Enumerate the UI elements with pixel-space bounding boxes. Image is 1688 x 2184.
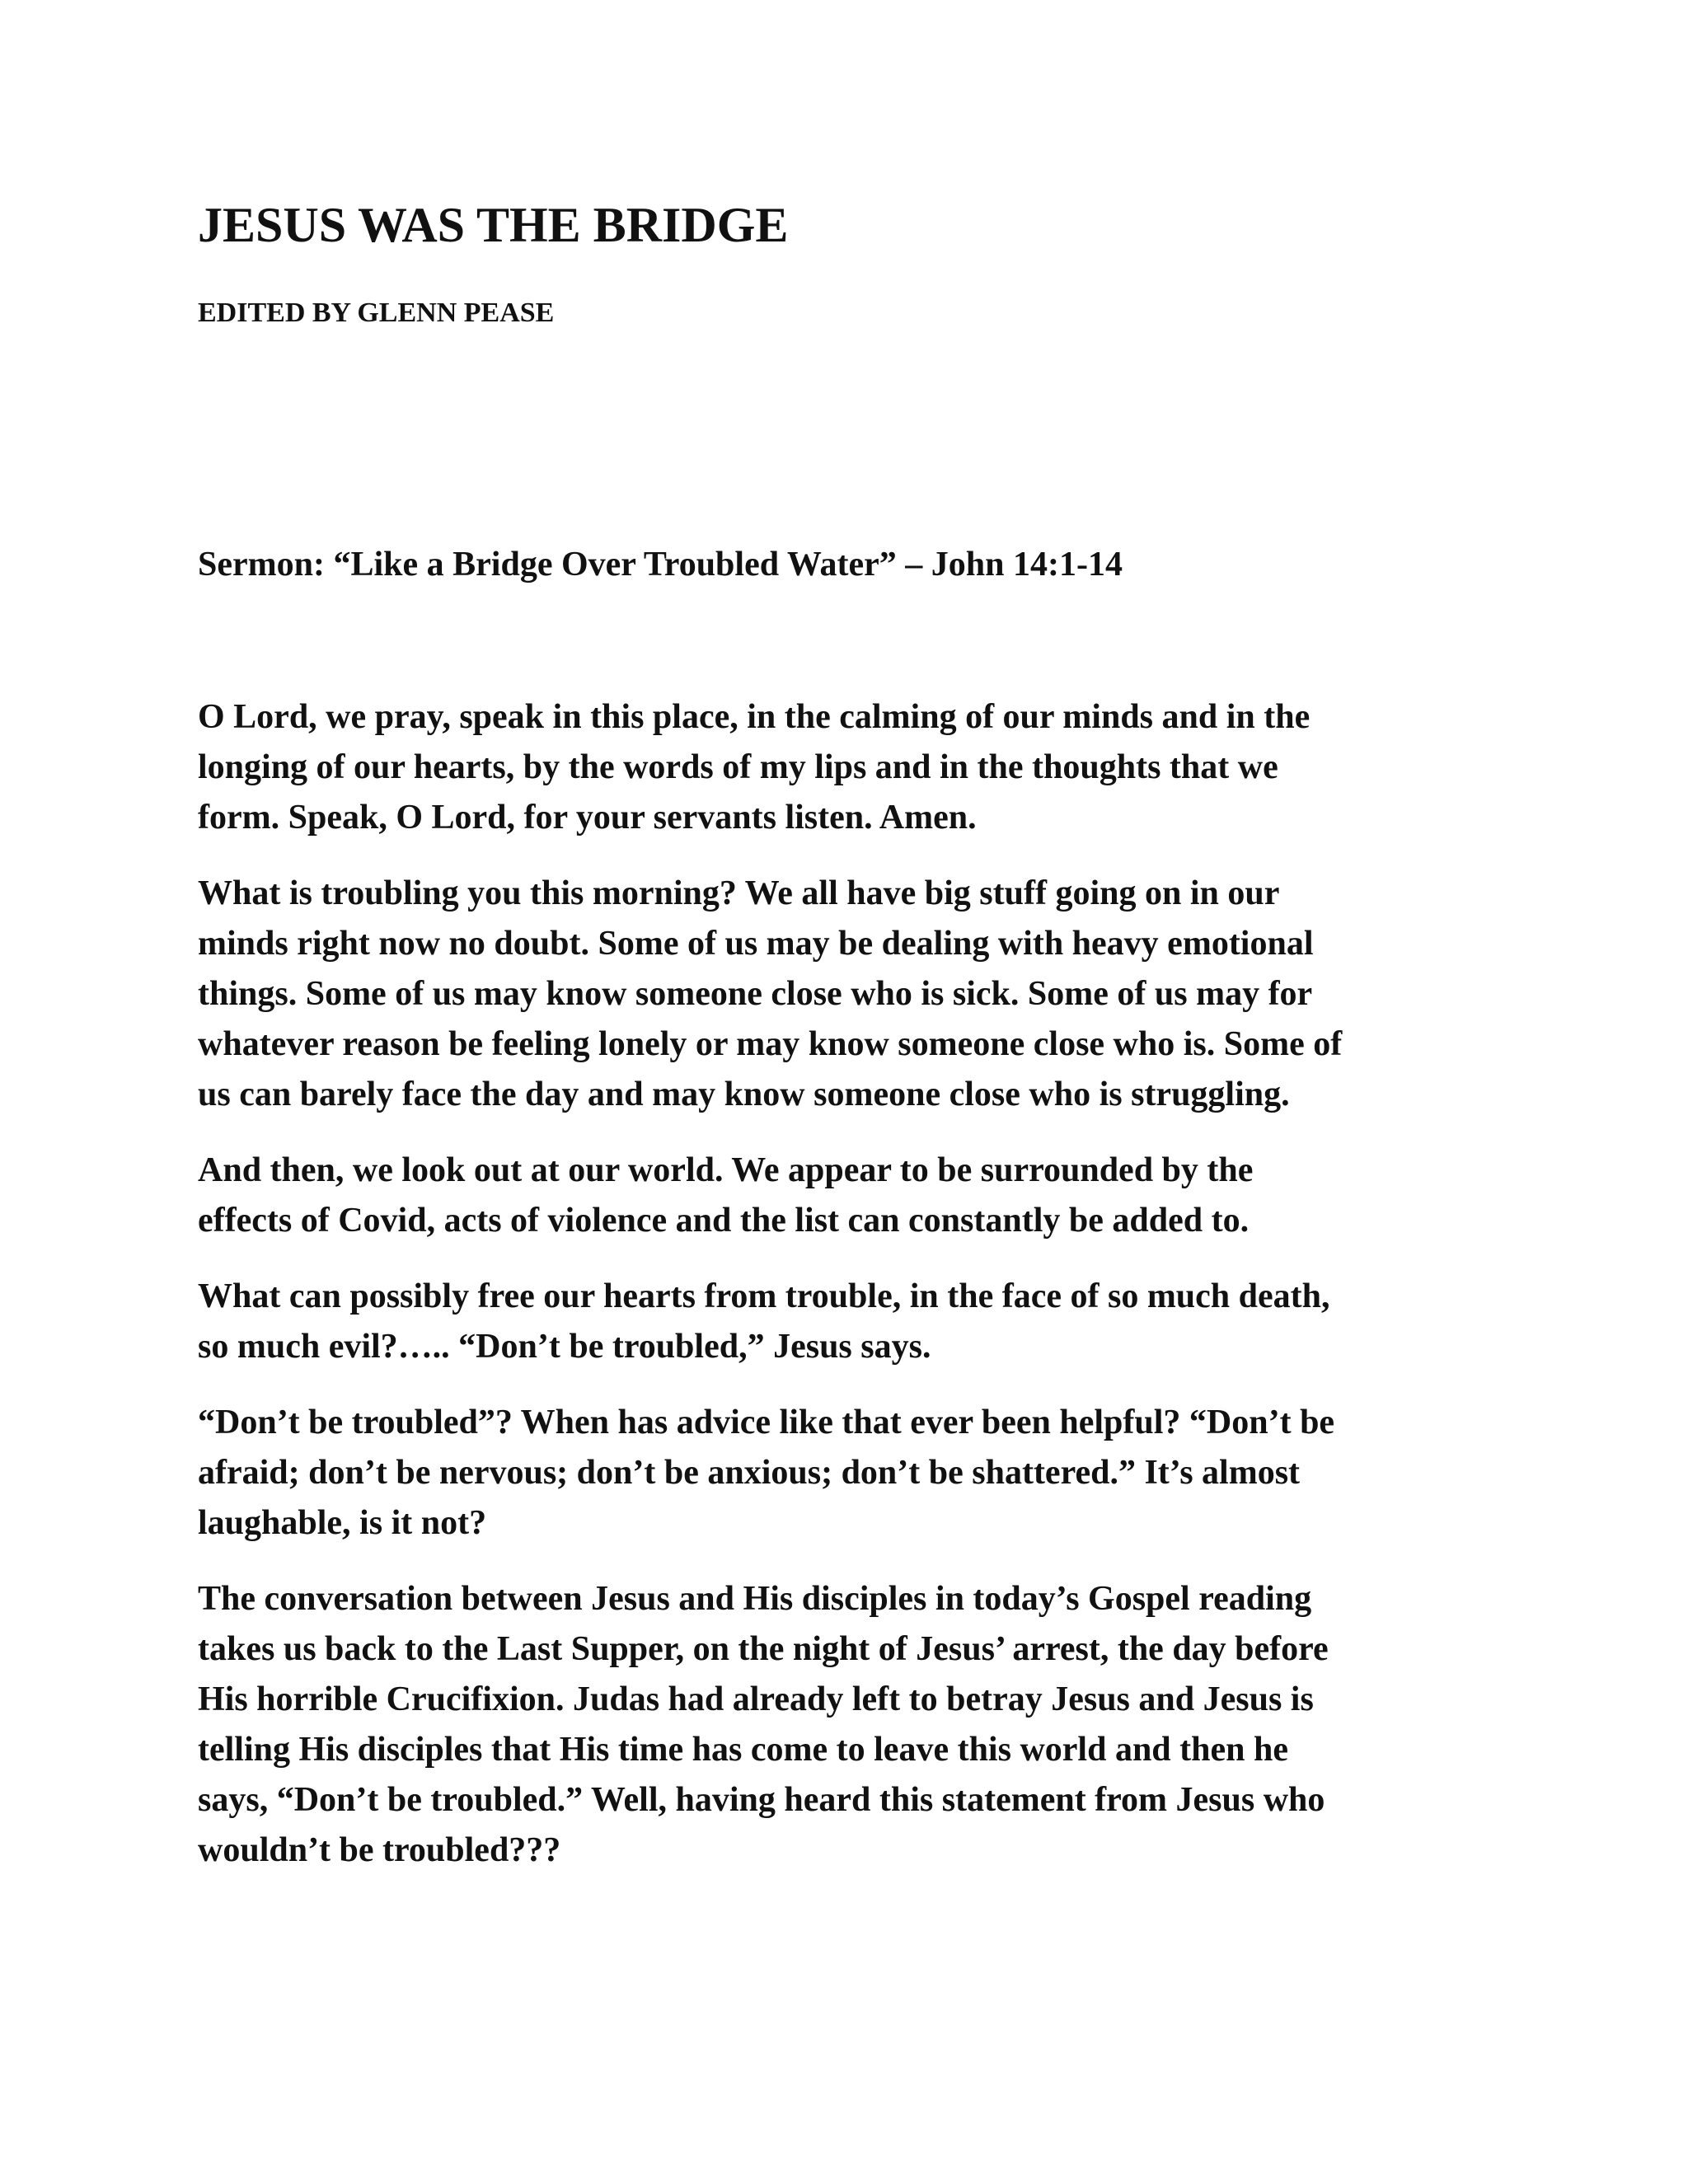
text-line: wouldn’t be troubled???: [198, 1831, 561, 1869]
text-line: minds right now no doubt. Some of us may be dealing with heavy emotional: [198, 925, 1314, 963]
text-line: form. Speak, O Lord, for your servants listen. Amen.: [198, 799, 977, 837]
text-line: The conversation between Jesus and His disciples in today’s Gospel reading: [198, 1580, 1312, 1618]
text-line: afraid; don’t be nervous; don’t be anxious; don’t be shattered.” It’s almost: [198, 1454, 1301, 1492]
paragraph-dont-be-troubled: [198, 1398, 1500, 1549]
text-line: so much evil?….. “Don’t be troubled,” Jesus says.: [198, 1328, 931, 1366]
text-line: whatever reason be feeling lonely or may know someone close who is. Some of: [198, 1025, 1343, 1063]
text-line: O Lord, we pray, speak in this place, in the calming of our minds and in the: [198, 698, 1311, 736]
text-line: things. Some of us may know someone close who is sick. Some of us may for: [198, 975, 1313, 1013]
text-line: says, “Don’t be troubled.” Well, having heard this statement from Jesus who: [198, 1781, 1325, 1819]
text-line: us can barely face the day and may know someone close who is struggling.: [198, 1076, 1290, 1113]
paragraph-last-supper: [198, 1574, 1500, 1876]
text-line: longing of our hearts, by the words of my lips and in the thoughts that we: [198, 748, 1278, 786]
text-line: And then, we look out at our world. We appear to be surrounded by the: [198, 1151, 1254, 1189]
text-line: telling His disciples that His time has come to leave this world and then he: [198, 1731, 1288, 1769]
editor-credit: EDITED BY GLENN PEASE: [198, 298, 555, 328]
paragraph-prayer: [198, 692, 1500, 843]
text-line: His horrible Crucifixion. Judas had already left to betray Jesus and Jesus is: [198, 1680, 1314, 1718]
text-line: takes us back to the Last Supper, on the night of Jesus’ arrest, the day before: [198, 1630, 1329, 1668]
paragraph-free-hearts: [198, 1272, 1500, 1372]
paragraph-world: [198, 1146, 1500, 1246]
text-line: effects of Covid, acts of violence and the list can constantly be added to.: [198, 1202, 1250, 1240]
document-title: JESUS WAS THE BRIDGE: [198, 198, 789, 252]
sermon-heading: Sermon: “Like a Bridge Over Troubled Water” – John 14:1-14: [198, 546, 1123, 583]
paragraph-troubling: [198, 869, 1500, 1120]
text-line: laughable, is it not?: [198, 1504, 487, 1542]
text-line: “Don’t be troubled”? When has advice like that ever been helpful? “Don’t be: [198, 1404, 1335, 1441]
sermon-body: [198, 692, 1500, 1901]
text-line: What is troubling you this morning? We all have big stuff going on in our: [198, 874, 1280, 912]
text-line: What can possibly free our hearts from trouble, in the face of so much death,: [198, 1277, 1330, 1315]
